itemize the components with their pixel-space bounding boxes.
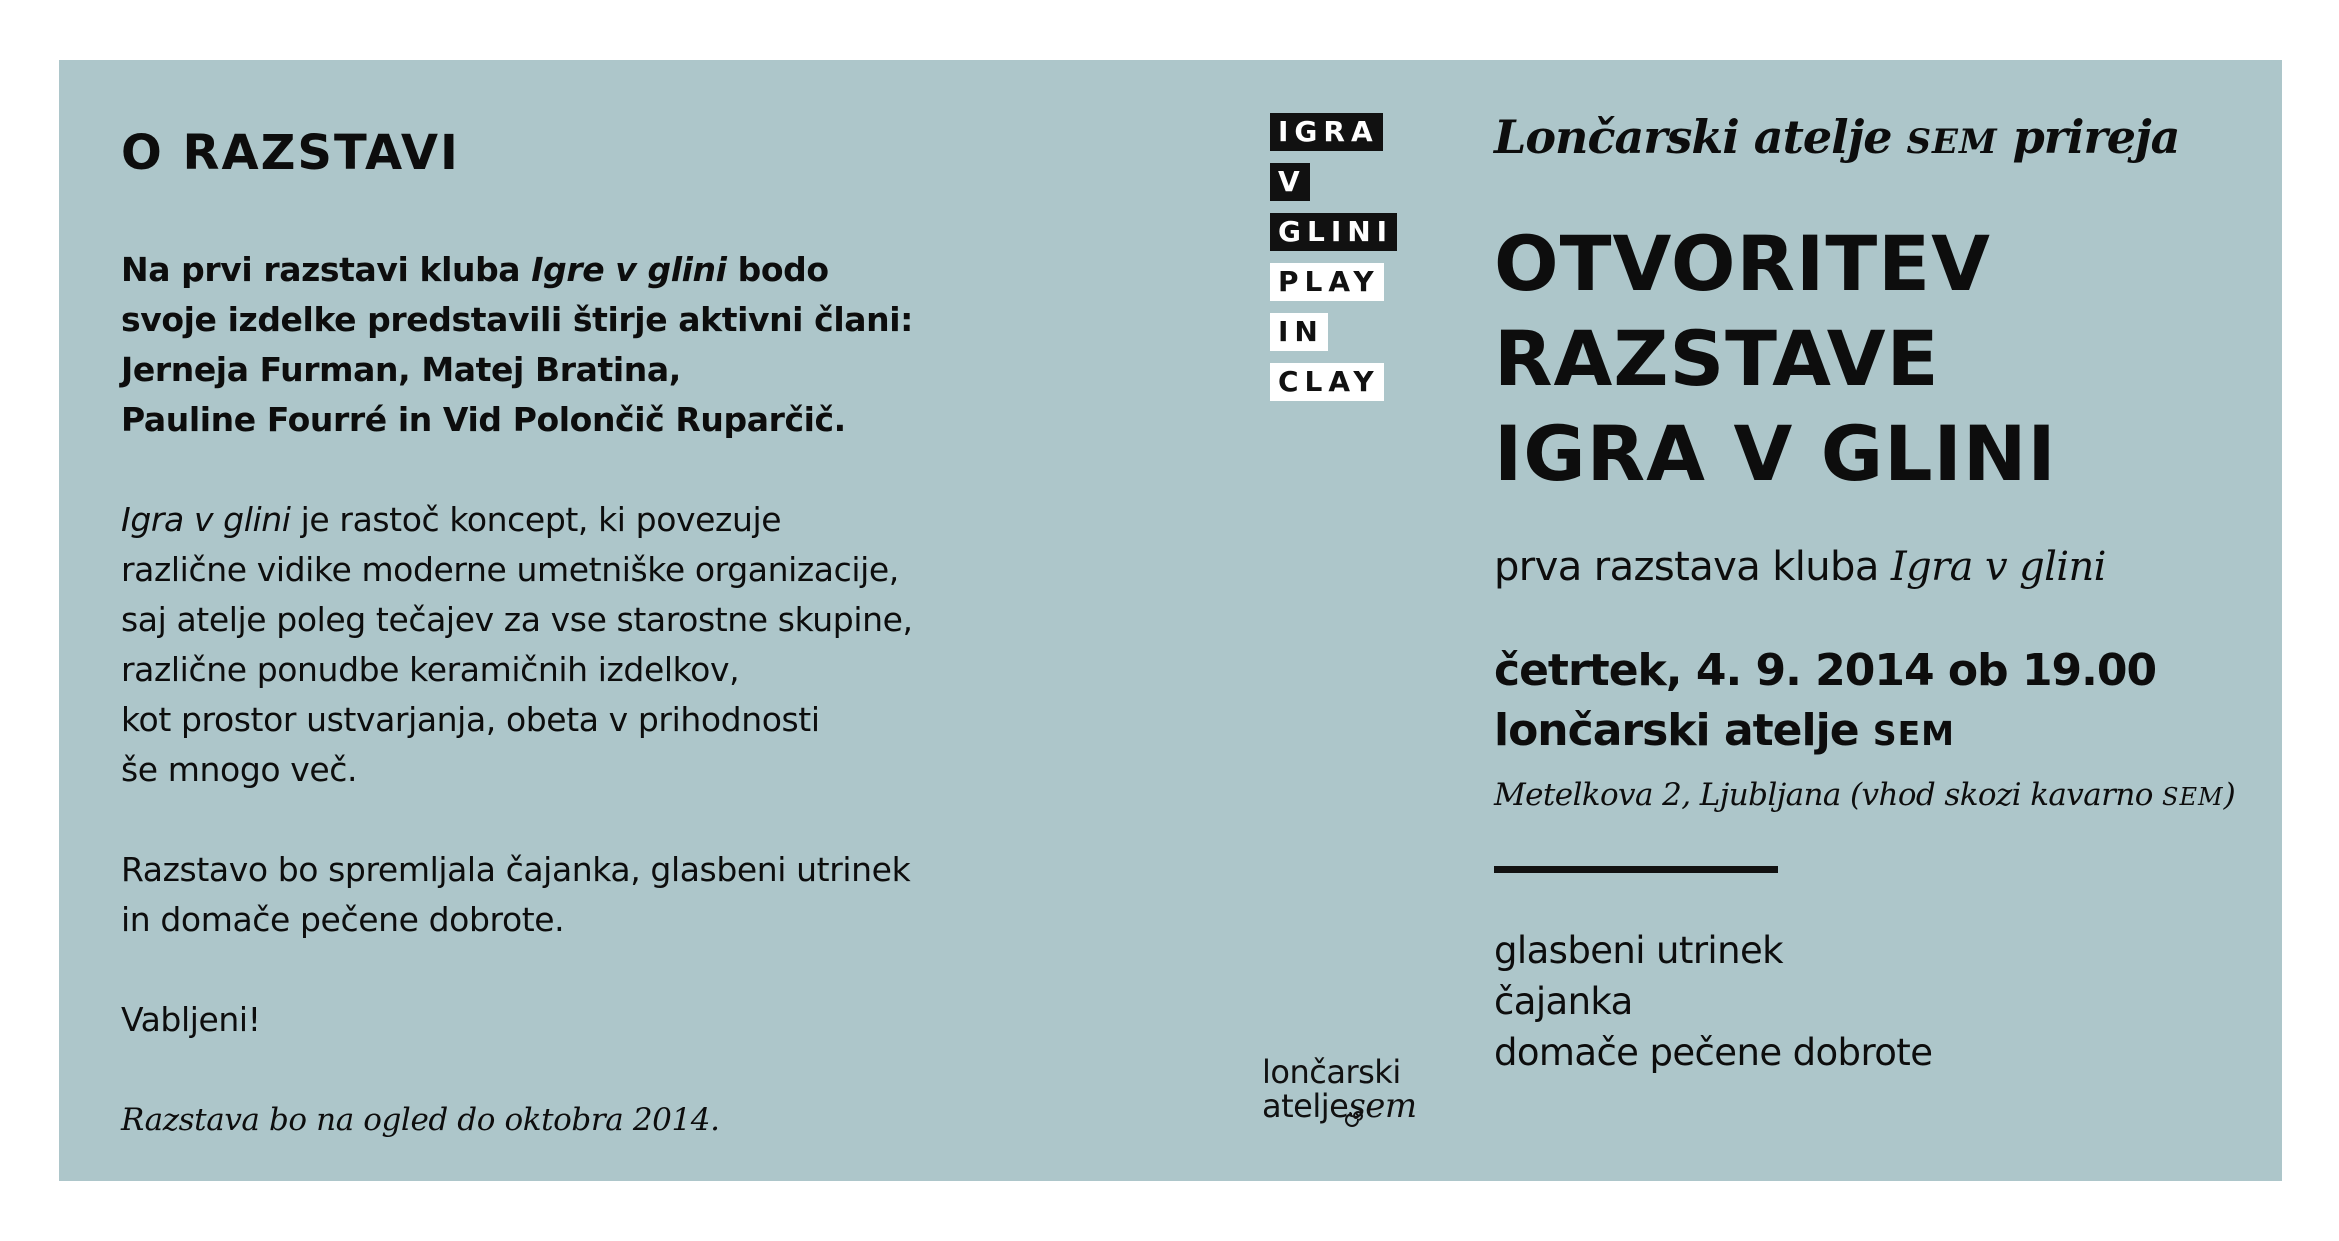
loncarski-atelje-sem-logo [1262, 1055, 1417, 1127]
event-title [1494, 216, 2254, 501]
spiral-icon [1345, 1105, 1367, 1127]
title-line-3: IGRA V GLINI [1494, 409, 2057, 498]
organizer-line [1494, 105, 2254, 174]
concept-line-3: saj atelje poleg tečajev za vse starostne skupine, [121, 600, 913, 639]
intro-line-3: Jerneja Furman, Matej Bratina, [121, 350, 681, 389]
divider [1494, 866, 1778, 873]
club-name: Igra v glini [121, 500, 291, 539]
logo-tag-row [1270, 163, 1420, 213]
organizer-text: prireja [1997, 110, 2180, 164]
logo-tag-play: PLAY [1270, 263, 1384, 301]
title-line-1: OTVORITEV [1494, 219, 1991, 308]
address-text: ) [2223, 777, 2236, 813]
igra-v-glini-logo [1270, 113, 1420, 413]
logo-tag-in: IN [1270, 313, 1328, 351]
about-section [121, 120, 1121, 1145]
intro-paragraph [121, 245, 1121, 445]
logo-tag-v: V [1270, 163, 1310, 201]
intro-text: bodo [726, 250, 829, 289]
concept-line-6: še mnogo več. [121, 750, 358, 789]
concept-line-2: različne vidike moderne umetniške organizacije, [121, 550, 899, 589]
invite-text: Vabljeni! [121, 1000, 261, 1039]
concept-paragraph [121, 495, 1121, 795]
venue-text: lončarski atelje [1494, 705, 1873, 756]
logo-tag-row [1270, 313, 1420, 363]
logo-tag-row [1270, 363, 1420, 413]
intro-line-4: Pauline Fourré in Vid Polončič Ruparčič. [121, 400, 846, 439]
event-venue [1494, 701, 2254, 764]
address-sem: SEM [2162, 783, 2224, 811]
address-text: Metelkova 2, Ljubljana (vhod skozi kavarno [1494, 777, 2163, 813]
organizer-text: Lončarski atelje [1494, 110, 1907, 164]
logo-tag-row [1270, 113, 1420, 163]
extras-paragraph [121, 845, 1121, 945]
concept-line-1 [121, 495, 1121, 545]
extras-line-1: Razstavo bo spremljala čajanka, glasbeni utrinek [121, 850, 911, 889]
event-subtitle [1494, 539, 2254, 595]
concept-line-5: kot prostor ustvarjanja, obeta v prihodnosti [121, 700, 820, 739]
logo-tag-row [1270, 213, 1420, 263]
event-date: četrtek, 4. 9. 2014 ob 19.00 [1494, 645, 2157, 696]
logo-tag-igra: IGRA [1270, 113, 1383, 151]
program-item: glasbeni utrinek [1494, 929, 1783, 972]
logo-tag-row [1270, 263, 1420, 313]
logo-word-atelje: atelje [1262, 1087, 1349, 1125]
program-list [1494, 925, 2254, 1078]
subtitle-text: prva razstava kluba [1494, 544, 1891, 590]
logo-line-2 [1262, 1086, 1417, 1127]
extras-line-2: in domače pečene dobrote. [121, 900, 565, 939]
concept-text: je rastoč koncept, ki povezuje [290, 500, 782, 539]
organizer-sem: SEM [1906, 122, 1998, 162]
closing-text: Razstava bo na ogled do oktobra 2014. [121, 1102, 720, 1138]
logo-word-sem: sem [1348, 1086, 1417, 1126]
logo-tag-glini: GLINI [1270, 213, 1397, 251]
intro-line-2: svoje izdelke predstavili štirje aktivni člani: [121, 300, 913, 339]
about-heading: O RAZSTAVI [121, 125, 460, 181]
intro-line-1 [121, 245, 1121, 295]
concept-line-4: različne ponudbe keramičnih izdelkov, [121, 650, 740, 689]
event-when [1494, 641, 2254, 764]
intro-text: Na prvi razstavi kluba [121, 250, 532, 289]
event-section [1494, 105, 2254, 1078]
club-name: Igra v glini [1890, 544, 2106, 590]
title-line-2: RAZSTAVE [1494, 314, 1940, 403]
venue-sem: SEM [1872, 714, 1956, 753]
logo-tag-clay: CLAY [1270, 363, 1384, 401]
logo-line-1: lončarski [1262, 1053, 1401, 1091]
program-item: čajanka [1494, 980, 1633, 1023]
club-name: Igre v glini [531, 250, 727, 289]
program-item: domače pečene dobrote [1494, 1031, 1933, 1074]
event-address [1494, 772, 2254, 820]
